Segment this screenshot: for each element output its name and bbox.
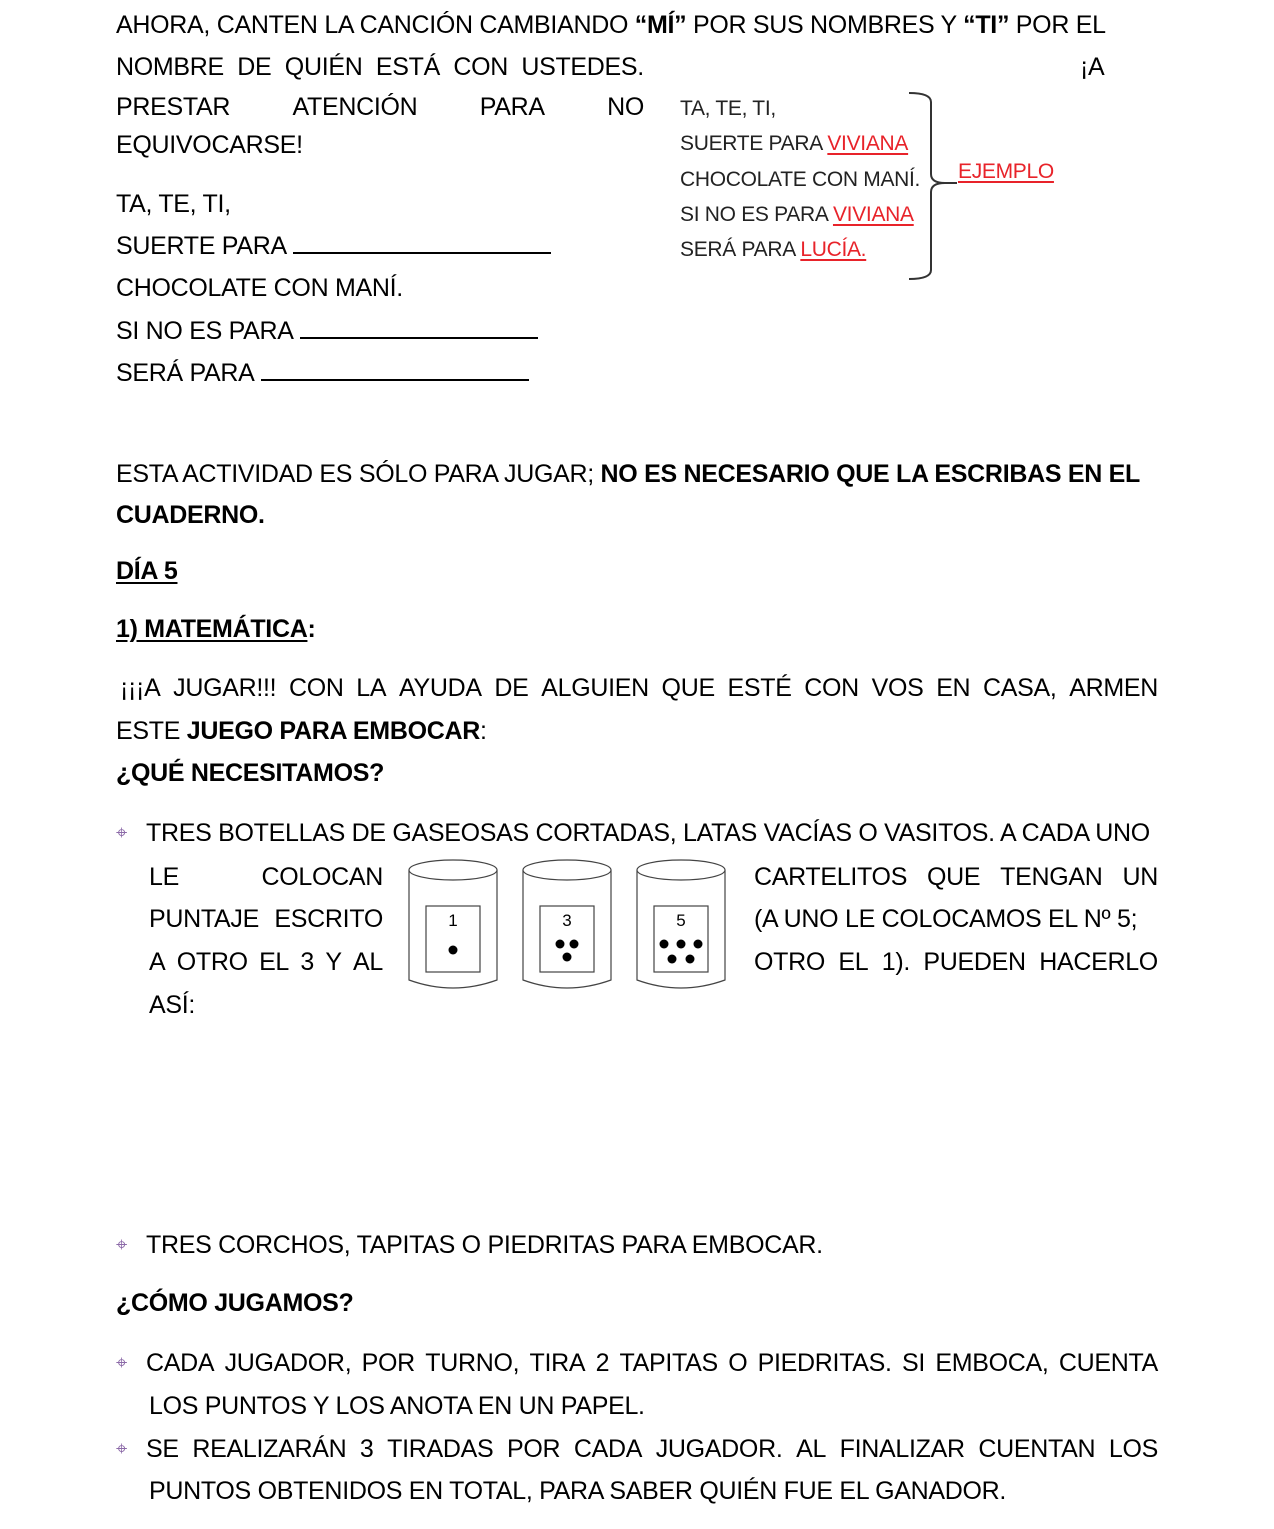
word: ESTÉ bbox=[727, 674, 792, 702]
song-line-4 bbox=[116, 316, 538, 346]
blank-field[interactable] bbox=[293, 232, 551, 254]
word: OTRO bbox=[176, 948, 248, 976]
word: TAPITAS bbox=[619, 1349, 718, 1377]
word: PIEDRITAS. bbox=[757, 1349, 892, 1377]
word: CADA bbox=[146, 1349, 215, 1377]
intro-line-1 bbox=[116, 10, 1106, 40]
song-line-5 bbox=[116, 358, 529, 388]
text: SI NO ES PARA bbox=[116, 317, 294, 345]
word: JUGAR!!! bbox=[173, 674, 277, 702]
text: ESTE bbox=[116, 717, 187, 745]
can-1 bbox=[409, 860, 497, 988]
word: PRESTAR bbox=[116, 93, 231, 121]
bold-note: NO ES NECESARIO QUE LA ESCRIBAS EN EL bbox=[600, 460, 1140, 488]
word: SI bbox=[902, 1349, 926, 1377]
item1-left-last: ASÍ: bbox=[149, 991, 196, 1019]
can-5 bbox=[637, 860, 725, 988]
word: CASA, bbox=[983, 674, 1057, 702]
right-brace-icon bbox=[905, 90, 965, 282]
section-title: 1) MATEMÁTICA bbox=[116, 615, 308, 643]
word: TIRADAS bbox=[387, 1435, 494, 1463]
word: (A UNO LE COLOCAMOS EL Nº 5; bbox=[754, 905, 1138, 933]
crosshair-bullet-icon: ⌖ bbox=[116, 1438, 128, 1460]
word: CUENTA bbox=[1058, 1349, 1158, 1377]
intro-line-2-tail: ¡A bbox=[1080, 53, 1105, 81]
text: SERÁ PARA bbox=[116, 359, 255, 387]
example-line-4 bbox=[680, 203, 914, 227]
score-dot bbox=[660, 940, 669, 949]
bold-note: CUADERNO. bbox=[116, 501, 265, 529]
word: EN bbox=[936, 674, 971, 702]
word: 2 bbox=[595, 1349, 610, 1377]
word: UN bbox=[1122, 863, 1158, 891]
score-dot bbox=[694, 940, 703, 949]
word: TENGAN bbox=[1000, 863, 1103, 891]
note-line-2 bbox=[116, 500, 265, 530]
game-intro-line-1 bbox=[120, 673, 1158, 703]
word: LOS bbox=[1108, 1435, 1158, 1463]
item1-left-line bbox=[149, 904, 383, 934]
word: CON bbox=[288, 674, 344, 702]
word: 3 bbox=[300, 948, 314, 976]
word: JUGADOR, bbox=[224, 1349, 352, 1377]
intro-line-4: EQUIVOCARSE! bbox=[116, 131, 303, 159]
word: PUNTAJE bbox=[149, 905, 259, 933]
word: OTRO bbox=[754, 948, 826, 976]
item1-line-1: TRES BOTELLAS DE GASEOSAS CORTADAS, LATAS VACÍAS O VASITOS. A CADA UNO bbox=[146, 819, 1150, 847]
can-label: 1 bbox=[448, 911, 458, 930]
need-heading: ¿QUÉ NECESITAMOS? bbox=[116, 759, 385, 787]
score-dot bbox=[677, 940, 686, 949]
word: ¡¡¡A bbox=[120, 674, 161, 702]
word: REALIZARÁN bbox=[192, 1435, 347, 1463]
word: ESTÁ bbox=[375, 53, 440, 81]
word: NOMBRE bbox=[116, 53, 224, 81]
can-label: 5 bbox=[676, 911, 686, 930]
word: AL bbox=[353, 948, 383, 976]
score-dot bbox=[570, 940, 579, 949]
song-line-3: CHOCOLATE CON MANÍ. bbox=[116, 274, 403, 302]
word: A bbox=[149, 948, 166, 976]
word: ATENCIÓN bbox=[292, 93, 418, 121]
example-line-2 bbox=[680, 132, 908, 156]
can-label: 3 bbox=[562, 911, 572, 930]
word: VOS bbox=[871, 674, 924, 702]
example-name: LUCÍA. bbox=[800, 238, 867, 261]
word: QUE bbox=[661, 674, 715, 702]
word: DE bbox=[494, 674, 529, 702]
item2: TRES CORCHOS, TAPITAS O PIEDRITAS PARA EMBOCAR. bbox=[146, 1231, 823, 1259]
text: POR SUS NOMBRES Y bbox=[686, 11, 964, 39]
crosshair-bullet-icon: ⌖ bbox=[116, 822, 128, 844]
example-name: VIVIANA bbox=[832, 203, 914, 226]
can-3 bbox=[523, 860, 611, 988]
word: POR bbox=[361, 1349, 415, 1377]
example-name: VIVIANA bbox=[827, 132, 909, 155]
word: COLOCAN bbox=[261, 863, 383, 891]
example-line-3: CHOCOLATE CON MANÍ. bbox=[680, 168, 921, 191]
word: POR bbox=[506, 1435, 561, 1463]
word: EL bbox=[259, 948, 290, 976]
day-heading: DÍA 5 bbox=[116, 557, 178, 585]
text: SI NO ES PARA bbox=[680, 203, 833, 226]
item1-right-line bbox=[754, 904, 1158, 934]
word: ALGUIEN bbox=[541, 674, 649, 702]
crosshair-bullet-icon: ⌖ bbox=[116, 1234, 128, 1256]
word: TIRA bbox=[529, 1349, 586, 1377]
rule2-line-2: PUNTOS OBTENIDOS EN TOTAL, PARA SABER QUIÉN FUE EL GANADOR. bbox=[149, 1477, 1007, 1505]
word: PUEDEN bbox=[923, 948, 1026, 976]
text: SUERTE PARA bbox=[680, 132, 828, 155]
cans-illustration bbox=[408, 858, 738, 998]
word: ARMEN bbox=[1069, 674, 1158, 702]
text: : bbox=[307, 615, 316, 643]
note-line-1 bbox=[116, 459, 1140, 489]
score-dot bbox=[686, 955, 695, 964]
text: : bbox=[479, 717, 487, 745]
rule1-line-2: LOS PUNTOS Y LOS ANOTA EN UN PAPEL. bbox=[149, 1392, 645, 1420]
word: 3 bbox=[359, 1435, 374, 1463]
word: DE bbox=[237, 53, 272, 81]
intro-line-3 bbox=[116, 92, 644, 122]
text: ESTA ACTIVIDAD ES SÓLO PARA JUGAR; bbox=[116, 460, 601, 488]
item1-right-line bbox=[754, 862, 1158, 892]
item1-left-line bbox=[149, 947, 383, 977]
word: EMBOCA, bbox=[935, 1349, 1049, 1377]
word: O bbox=[728, 1349, 748, 1377]
bold-mi: “MÍ” bbox=[634, 11, 687, 39]
word: Y bbox=[325, 948, 342, 976]
word: AYUDA bbox=[398, 674, 482, 702]
item1-right-line bbox=[754, 947, 1158, 977]
word: EL bbox=[838, 948, 869, 976]
word: QUIÉN bbox=[284, 53, 363, 81]
score-dot bbox=[556, 940, 565, 949]
text: SERÁ PARA bbox=[680, 238, 801, 261]
word: CARTELITOS bbox=[754, 863, 908, 891]
how-heading: ¿CÓMO JUGAMOS? bbox=[116, 1289, 354, 1317]
crosshair-bullet-icon: ⌖ bbox=[116, 1352, 128, 1374]
text: AHORA, CANTEN LA CANCIÓN CAMBIANDO bbox=[116, 11, 635, 39]
rule2-line-1 bbox=[146, 1434, 1158, 1464]
blank-field[interactable] bbox=[261, 359, 529, 381]
word: HACERLO bbox=[1039, 948, 1158, 976]
item1-left-line bbox=[149, 862, 383, 892]
score-dot bbox=[668, 955, 677, 964]
intro-line-2 bbox=[116, 52, 644, 82]
word: NO bbox=[607, 93, 644, 121]
bold-game-name: JUEGO PARA EMBOCAR bbox=[186, 717, 480, 745]
word: AL bbox=[796, 1435, 827, 1463]
word: USTEDES. bbox=[521, 53, 644, 81]
text: POR EL bbox=[1009, 11, 1106, 39]
word: LA bbox=[356, 674, 387, 702]
score-dot bbox=[563, 953, 572, 962]
word: CON bbox=[804, 674, 859, 702]
blank-field[interactable] bbox=[300, 317, 538, 339]
text: SUERTE PARA bbox=[116, 232, 287, 260]
word: QUE bbox=[926, 863, 981, 891]
example-label: EJEMPLO bbox=[958, 160, 1054, 183]
word: 1). bbox=[881, 948, 911, 976]
word: ESCRITO bbox=[274, 905, 383, 933]
game-intro-line-2 bbox=[116, 716, 487, 746]
section-heading bbox=[116, 614, 315, 644]
song-line-2 bbox=[116, 231, 551, 261]
word: CADA bbox=[573, 1435, 643, 1463]
word: TURNO, bbox=[425, 1349, 520, 1377]
word: SE bbox=[146, 1435, 179, 1463]
score-dot bbox=[449, 946, 458, 955]
example-line-1: TA, TE, TI, bbox=[680, 97, 776, 120]
word: PARA bbox=[479, 93, 545, 121]
bold-ti: “TI” bbox=[963, 11, 1010, 39]
word: JUGADOR. bbox=[655, 1435, 783, 1463]
word: CON bbox=[453, 53, 508, 81]
rule1-line-1 bbox=[146, 1348, 1158, 1378]
example-line-5 bbox=[680, 238, 866, 262]
song-line-1: TA, TE, TI, bbox=[116, 190, 231, 218]
word: CUENTAN bbox=[978, 1435, 1096, 1463]
word: FINALIZAR bbox=[839, 1435, 965, 1463]
word: LE bbox=[149, 863, 179, 891]
